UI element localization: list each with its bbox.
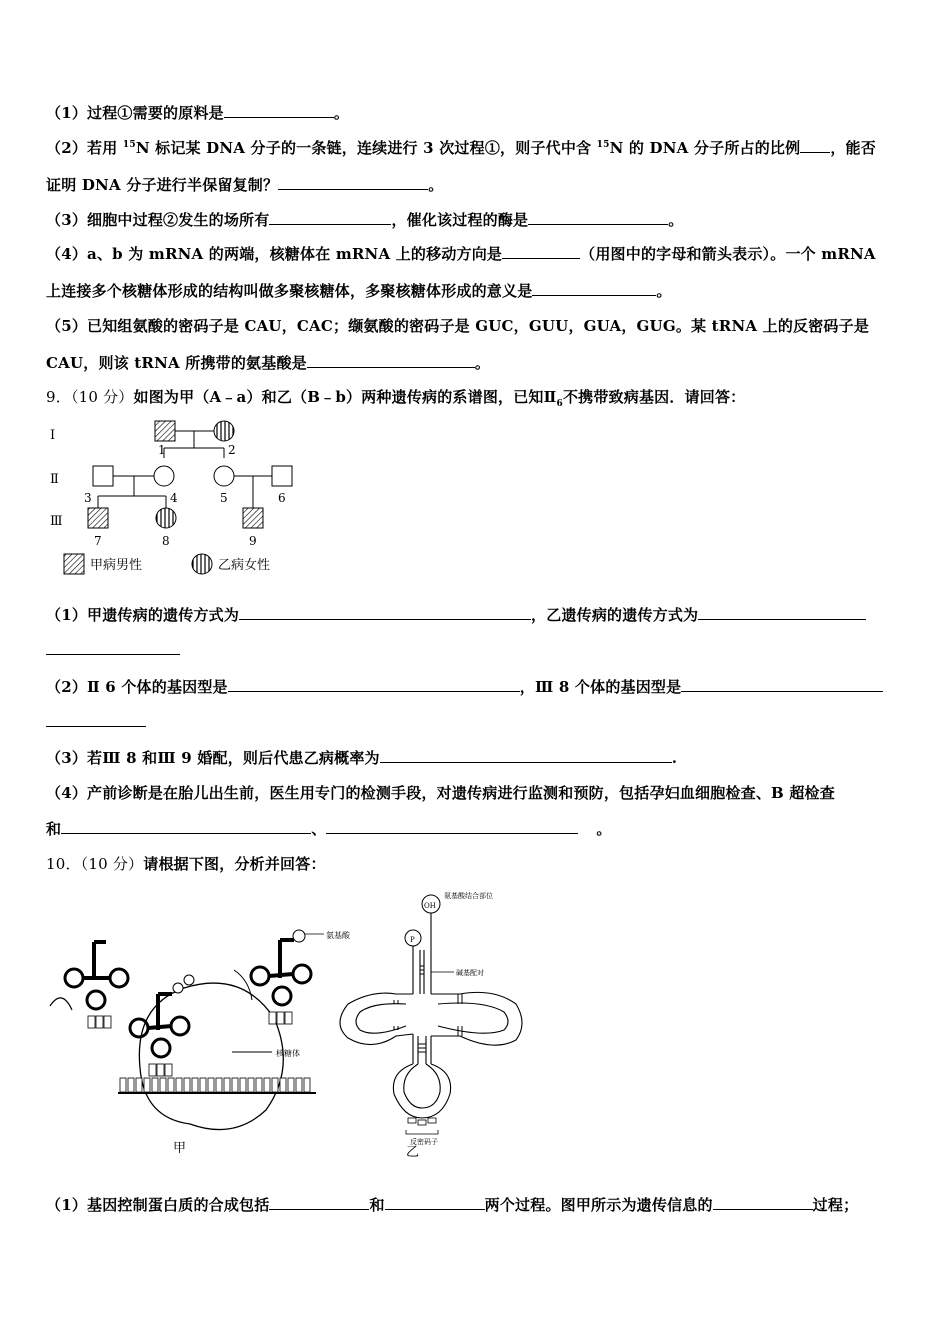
amino-acid-label: 氨基酸: [326, 931, 350, 940]
mrna-strand: [120, 1078, 310, 1092]
gen-label-3: Ⅲ: [50, 514, 63, 529]
q9-blank-5[interactable]: [380, 748, 672, 763]
q9-part1-line1: （1）甲遗传病的遗传方式为 ，乙遗传病的遗传方式为: [46, 604, 866, 625]
id-8: 8: [162, 534, 170, 548]
anticodon-label: 反密码子: [410, 1138, 438, 1146]
gen-label-2: Ⅱ: [50, 472, 59, 487]
q9-blank-4-cont[interactable]: [46, 712, 146, 727]
q9-blank-1[interactable]: [239, 605, 531, 620]
figure-jia-translation: [44, 918, 350, 1168]
legend-a-label: 甲病男性: [90, 558, 143, 573]
q8-part4-line1: （4）a、b 为 mRNA 的两端，核糖体在 mRNA 上的移动方向是 （用图中的字母和箭头表示）。一个 mRNA: [46, 245, 876, 263]
q8-part3: （3）细胞中过程②发生的场所有 ，催化该过程的酶是 。: [46, 211, 684, 229]
p-label: P: [410, 936, 415, 944]
id-2: 2: [228, 443, 236, 457]
q10-blank-3[interactable]: [713, 1195, 813, 1210]
q8-part2-line1: （2）若用 $^{15}$N 标记某 DNA 分子的一条链，连续进行 3 次过程①，则子代中含 $^{15}$N 的 DNA 分子所占的比例 ，能否: [46, 139, 876, 157]
q9-part3: （3）若Ⅲ 8 和Ⅲ 9 婚配，则后代患乙病概率为 .: [46, 749, 678, 767]
q8-blank-6[interactable]: [502, 244, 580, 259]
id-3: 3: [84, 491, 92, 505]
q8-part5-line1: （5）已知组氨酸的密码子是 CAU，CAC；缬氨酸的密码子是 GUC，GUU，GUA，GUG。某 tRNA 上的反密码子是: [46, 317, 870, 335]
oh-label: OH: [424, 902, 436, 910]
q8-blank-2[interactable]: [800, 138, 830, 153]
id-7: 7: [94, 534, 102, 548]
individual-5: [214, 466, 234, 486]
q9-part4-line2: 和 、 。: [46, 820, 612, 838]
trna-left: [65, 942, 128, 1009]
q8-part1: （1）过程①需要的原料是 。: [46, 104, 350, 122]
figure-jia-caption: 甲: [173, 1141, 187, 1156]
q10-blank-2[interactable]: [385, 1195, 485, 1210]
figure-yi-trna: [334, 886, 544, 1166]
q10-blank-1[interactable]: [269, 1195, 369, 1210]
id-5: 5: [220, 491, 228, 505]
q8-blank-8[interactable]: [307, 353, 475, 368]
trna-center: [130, 994, 189, 1057]
ribosome-label: 核糖体: [276, 1049, 300, 1058]
aa-site-label: 氨基酸结合部位: [444, 892, 493, 900]
q9-part2-line2: [46, 712, 146, 731]
pedigree-chart: [44, 412, 304, 582]
individual-6: [272, 466, 292, 486]
individual-9: [243, 508, 263, 528]
q8-blank-4[interactable]: [269, 210, 391, 225]
q10-header: 10．（10 分）请根据下图，分析并回答：: [46, 855, 326, 873]
q9-blank-7[interactable]: [326, 819, 578, 834]
q9-blank-6[interactable]: [61, 819, 311, 834]
q8-part5-line2: CAU，则该 tRNA 所携带的氨基酸是 。: [46, 354, 491, 372]
q8-part2-line2: 证明 DNA 分子进行半保留复制？ 。: [46, 176, 444, 194]
figure-yi-caption: 乙: [406, 1145, 420, 1160]
legend-hatch-square: [64, 554, 84, 574]
gen-label-1: Ⅰ: [50, 428, 56, 443]
legend-b-label: 乙病女性: [218, 558, 271, 573]
legend-stripe-circle: [192, 554, 212, 574]
id-9: 9: [249, 534, 257, 548]
individual-3: [93, 466, 113, 486]
q9-part4-line1: （4）产前诊断是在胎儿出生前，医生用专门的检测手段，对遗传病进行监测和预防，包括孕妇血细胞检查、B 超检查: [46, 784, 835, 802]
q8-part4-line2: 上连接多个核糖体形成的结构叫做多聚核糖体，多聚核糖体形成的意义是 。: [46, 282, 672, 300]
id-1: 1: [158, 443, 166, 457]
base-pair-label: 碱基配对: [456, 969, 484, 977]
individual-4: [154, 466, 174, 486]
individual-1: [155, 421, 175, 441]
q9-blank-3[interactable]: [228, 677, 520, 692]
individual-8: [156, 508, 176, 528]
q9-header: 9．（10 分）如图为甲（A﹣a）和乙（B﹣b）两种遗传病的系谱图，已知$Ⅱ_6$不携带致病基因．请回答：: [46, 388, 746, 409]
q8-blank-1[interactable]: [224, 103, 334, 118]
trna-right: [251, 940, 311, 1005]
q8-blank-7[interactable]: [532, 281, 656, 296]
q10-part1: （1）基因控制蛋白质的合成包括 和 两个过程。图甲所示为遗传信息的 过程；: [46, 1196, 859, 1214]
q9-part2-line1: （2）Ⅱ 6 个体的基因型是 ，Ⅲ 8 个体的基因型是: [46, 676, 883, 697]
q9-blank-2-cont[interactable]: [46, 640, 180, 655]
q9-blank-2[interactable]: [698, 605, 866, 620]
q8-blank-5[interactable]: [528, 210, 668, 225]
individual-2: [214, 421, 234, 441]
q8-blank-3[interactable]: [278, 175, 428, 190]
q9-blank-4[interactable]: [681, 677, 883, 692]
id-6: 6: [278, 491, 286, 505]
q9-part1-line2: [46, 640, 180, 659]
individual-7: [88, 508, 108, 528]
id-4: 4: [170, 491, 178, 505]
